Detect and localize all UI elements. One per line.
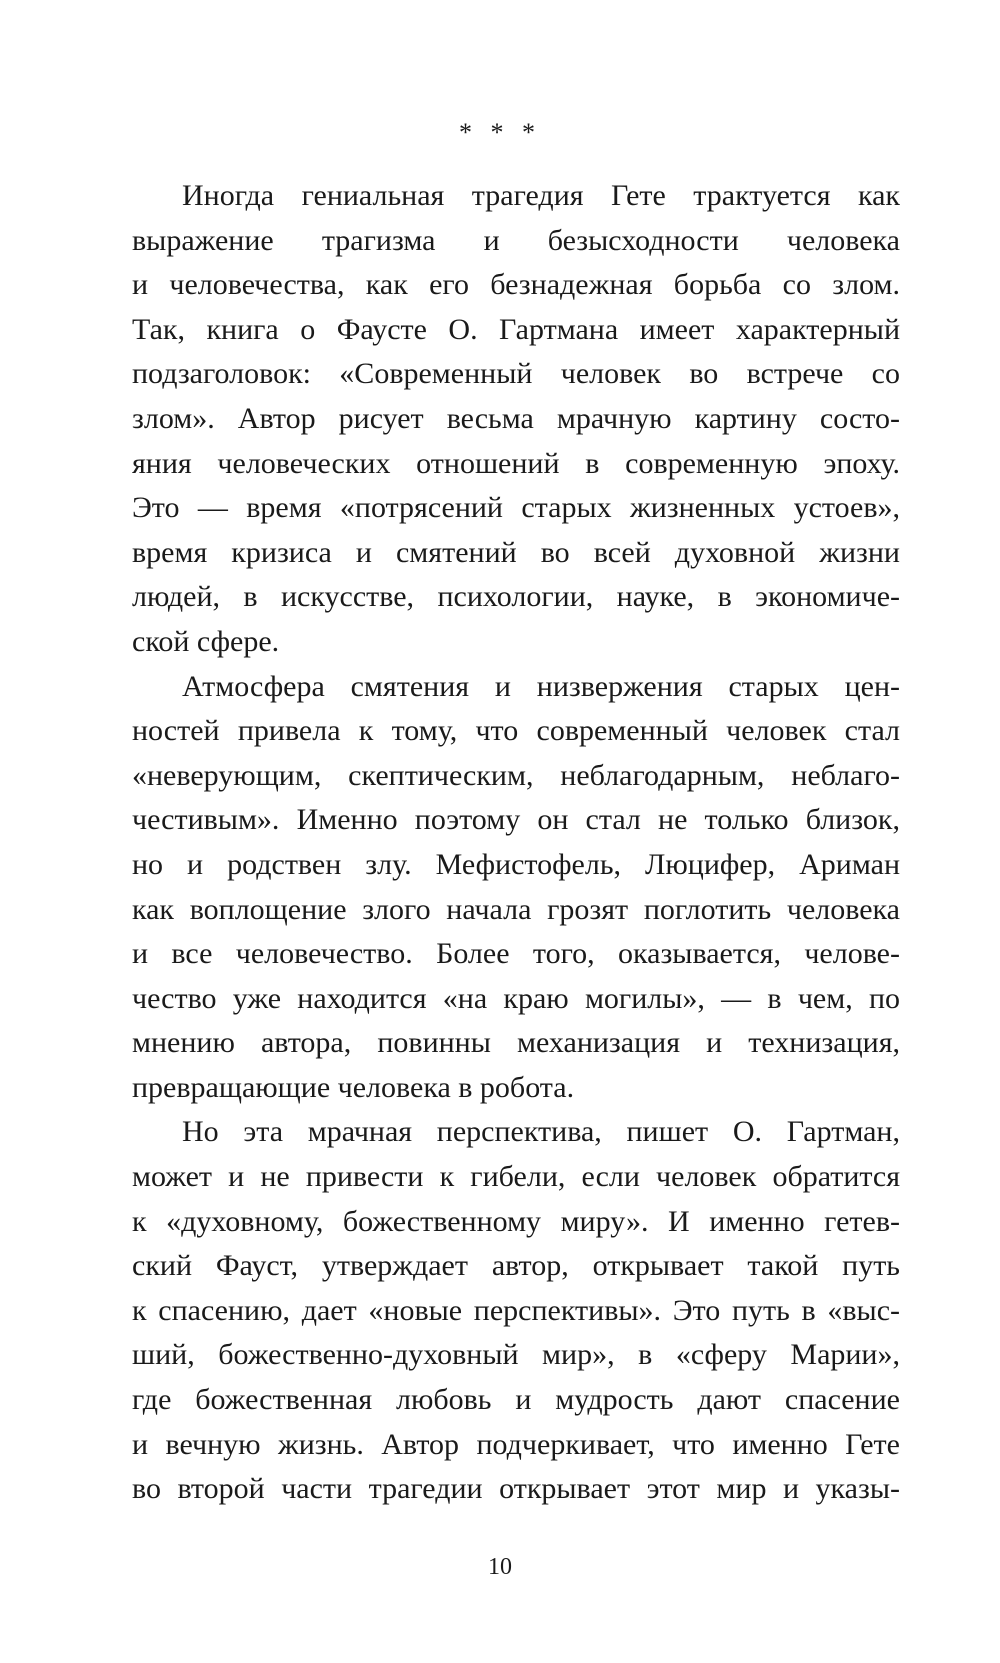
text-line: Но эта мрачная перспектива, пишет О. Гартман, [182,1115,900,1149]
text-line: Иногда гениальная трагедия Гете трактуется как [182,179,900,212]
text-line: чество уже находится «на краю могилы», — в чем, по [132,981,900,1015]
text-line: где божественная любовь и мудрость дают спасение [132,1383,900,1417]
text-line: ший, божественно-духовный мир», в «сферу Марии», [132,1338,900,1372]
text-line: злом». Автор рисует весьма мрачную картину состо- [132,401,900,435]
text-line: и вечную жизнь. Автор подчеркивает, что именно Гете [132,1427,900,1461]
text-line: честивым». Именно поэтому он стал не только близок, [132,803,900,837]
section-separator: * * * [459,118,541,147]
body-text [132,174,900,1512]
text-line: подзаголовок: «Современный человек во встрече со [132,357,900,391]
text-line: но и родствен злу. Мефистофель, Люцифер, Ариман [132,847,900,881]
text-line: ский Фауст, утверждает автор, открывает такой путь [132,1249,900,1283]
text-line: ностей привела к тому, что современный человек стал [132,714,900,748]
text-line: превращающие человека в робота. [132,1070,575,1104]
text-line: время кризиса и смятений во всей духовной жизни [132,535,900,569]
text-line: «неверующим, скептическим, неблагодарным, неблаго- [132,758,900,792]
page-number: 10 [488,1554,512,1580]
text-line: Атмосфера смятения и низвержения старых цен- [182,669,900,703]
text-line: и все человечество. Более того, оказывается, челове- [132,937,900,971]
text-line: мнению автора, повинны механизация и технизация, [132,1026,900,1060]
text-line: Это — время «потрясений старых жизненных устоев», [132,491,900,525]
text-line: людей, в искусстве, психологии, науке, в экономиче- [132,580,900,614]
text-line: выражение трагизма и безысходности человека [132,223,900,257]
text-line: и человечества, как его безнадежная борьба со злом. [132,268,900,302]
text-line: яния человеческих отношений в современную эпоху. [132,446,900,480]
text-line: может и не привести к гибели, если человек обратится [132,1160,900,1194]
text-line: во второй части трагедии открывает этот мир и указы- [132,1472,900,1506]
text-line: как воплощение злого начала грозят поглотить человека [132,892,900,926]
text-line: к спасению, дает «новые перспективы». Это путь в «выс- [132,1293,900,1327]
text-line: ской сфере. [132,624,280,658]
text-line: Так, книга о Фаусте О. Гартмана имеет характерный [132,312,900,346]
text-line: к «духовному, божественному миру». И именно гетев- [132,1204,900,1238]
